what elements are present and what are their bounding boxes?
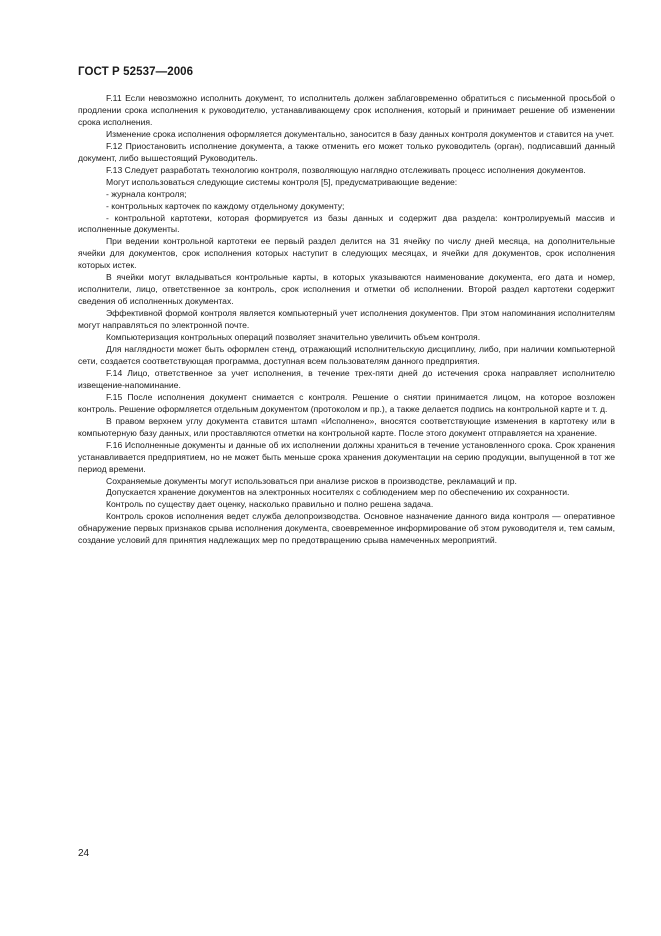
paragraph-f13: F.13 Следует разработать технологию контроля, позволяющую наглядно отслеживать процесс исполнения документов. (106, 164, 586, 175)
page-number: 24 (78, 848, 90, 859)
paragraph: Эффективной формой контроля является компьютерный учет исполнения документов. При этом напоминания исполнителям могут направляться по электронной почте. (78, 308, 615, 331)
paragraph-f14: F.14 Лицо, ответственное за учет исполнения, в течение трех-пяти дней до истечения срока направляет исполнителю извещение-напоминание. (78, 367, 615, 390)
paragraph: Сохраняемые документы могут использоваться при анализе рисков в производстве, рекламаций и пр. (106, 475, 517, 486)
paragraph-f16: F.16 Исполненные документы и данные об их исполнении должны храниться в течение установленного срока. Срок хранения устанавливается предприятием, но не может быть меньше срока хранения документации на серию продукции, выпущенной в тот же период времени. (78, 439, 615, 474)
list-item: - контрольной картотеки, которая формируется из базы данных и содержит два раздела: контролируемый массив и исполненные документы. (78, 212, 615, 235)
paragraph: В правом верхнем углу документа ставится штамп «Исполнено», вносятся соответствующие изменения в картотеку или в компьютерную базу данных, или проставляются отметки на контрольной карте. После этого документ отправляется на хранение. (78, 415, 615, 438)
document-body (78, 93, 615, 547)
list-item: - контрольных карточек по каждому отдельному документу; (106, 200, 345, 211)
paragraph-f11: F.11 Если невозможно исполнить документ, то исполнитель должен заблаговременно обратиться с письменной просьбой о продлении срока исполнения к руководителю, устанавливающему срок исполнения, который и принимает решение об изменении срока исполнения. (78, 93, 615, 127)
paragraph: Изменение срока исполнения оформляется документально, заносится в базу данных контроля документов и ставится на учет. (106, 128, 615, 139)
paragraph: Допускается хранение документов на электронных носителях с соблюдением мер по обеспечению их сохранности. (106, 487, 570, 498)
paragraph: Могут использоваться следующие системы контроля [5], предусматривающие ведение: (106, 176, 458, 187)
list-item: - журнала контроля; (106, 188, 187, 199)
paragraph: Для наглядности может быть оформлен стенд, отражающий исполнительскую дисциплину, либо, при наличии компьютерной сети, создается соответствующая программа, доступная всем пользователям данного предприятия. (78, 344, 615, 366)
paragraph-f15: F.15 После исполнения документ снимается с контроля. Решение о снятии принимается лицом, на которое возложен контроль. Решение оформляется отдельным документом (протоколом и пр.), а также делается подпись на контрольной карте и т. д. (78, 391, 615, 414)
paragraph: В ячейки могут вкладываться контрольные карты, в которых указываются наименование документа, его дата и номер, исполнители, лицо, ответственное за контроль, срок исполнения и отметки об исполнении. Второй раздел картотеки содержит сведения об исполненных документах. (78, 272, 615, 307)
paragraph: Контроль сроков исполнения ведет служба делопроизводства. Основное назначение данного вида контроля — оперативное обнаружение первых признаков срыва исполнения документа, своевременное информирование об этом руководителя и, тем самым, создание условий для принятия надлежащих мер по предотвращению срыва намеченных мероприятий. (78, 511, 615, 546)
paragraph: При ведении контрольной картотеки ее первый раздел делится на 31 ячейку по числу дней месяца, на дополнительные ячейки для документов, срок исполнения которых наступит в следующих месяцах, и ячейки для документов, срок исполнения которых истек. (78, 236, 615, 271)
paragraph-f12: F.12 Приостановить исполнение документа, а также отменить его может только руководитель (орган), подписавший данный документ, либо вышестоящий Руководитель. (78, 140, 615, 163)
paragraph: Компьютеризация контрольных операций позволяет значительно увеличить объем контроля. (106, 332, 481, 343)
paragraph: Контроль по существу дает оценку, насколько правильно и полно решена задача. (106, 499, 434, 510)
document-header: ГОСТ Р 52537—2006 (78, 66, 194, 78)
